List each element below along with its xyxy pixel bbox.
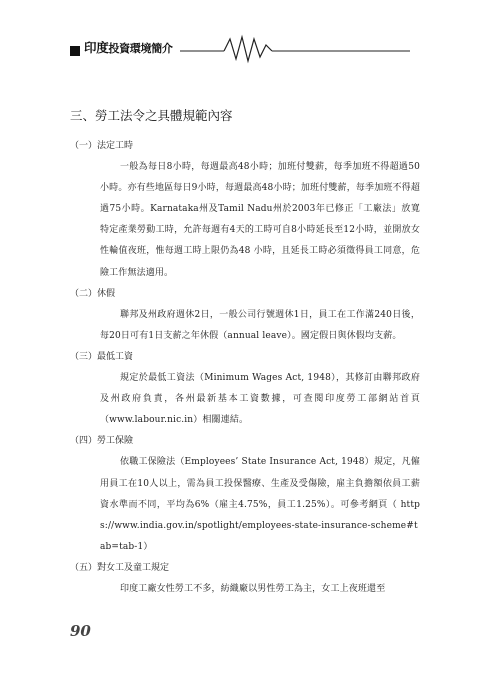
running-header (0, 30, 480, 64)
paragraph: 依職工保險法（Employees’ State Insurance Act, 1948）規定，凡僱用員工在10人以上，需為員工投保醫療、生產及受傷險，雇主負擔額依員工薪資水準而不同，平均為6%（雇主4.75%，員工1.25%）。可參考網頁（ https://www.india.gov.in/spotlight/employees-state-insurance-scheme#tab=tab-1） (100, 457, 420, 552)
subsection-minimum-wage (70, 347, 420, 431)
subsection-labor-insurance (70, 431, 420, 558)
subsection-heading: （五）對女工及童工規定 (70, 562, 170, 573)
subsection-heading: （四）勞工保險 (70, 436, 134, 447)
subsection-women-child-labor (70, 558, 420, 600)
page-number: 90 (70, 622, 91, 640)
heartbeat-line-icon (0, 30, 480, 64)
subsection-working-hours (70, 136, 420, 284)
subsection-heading: （二）休假 (70, 288, 116, 299)
paragraph: 規定於最低工資法（Minimum Wages Act, 1948），其修訂由聯邦政府及州政府負責，各州最新基本工資數據，可查閱印度勞工部網站首頁（www.labour.nic.in）相關連結。 (100, 373, 420, 426)
section-heading: 三、勞工法令之具體規範內容 (70, 108, 233, 123)
paragraph: 印度工廠女性勞工不多，紡織廠以男性勞工為主，女工上夜班還至 (120, 583, 386, 594)
header-title-rest: 投資環境簡介 (108, 42, 173, 55)
subsection-heading: （三）最低工資 (70, 351, 134, 362)
subsection-heading: （一）法定工時 (70, 141, 134, 151)
paragraph: 一般為每日8小時，每週最高48小時；加班付雙薪，每季加班不得超過50小時。亦有些地區每日9小時，每週最高48小時；加班付雙薪，每季加班不得超過75小時。Karnataka州及Tamil Nadu州於2003年已修正「工廠法」放寬特定產業勞動工時，允許每週有4天的工時可自8小時延長至12小時，並開放女性輪值夜班，惟每週工時上限仍為48 小時，且延長工時必須徵得員工同意，危險工作無法適用。 (100, 162, 420, 278)
header-title-lead: 印度 (84, 40, 109, 55)
paragraph: 聯邦及州政府週休2日，一般公司行號週休1日，員工在工作滿240日後，每20日可有1日支薪之年休假（annual leave）。國定假日與休假均支薪。 (100, 309, 420, 341)
content-body (70, 136, 420, 600)
subsection-leave (70, 284, 420, 347)
header-title (84, 38, 173, 56)
